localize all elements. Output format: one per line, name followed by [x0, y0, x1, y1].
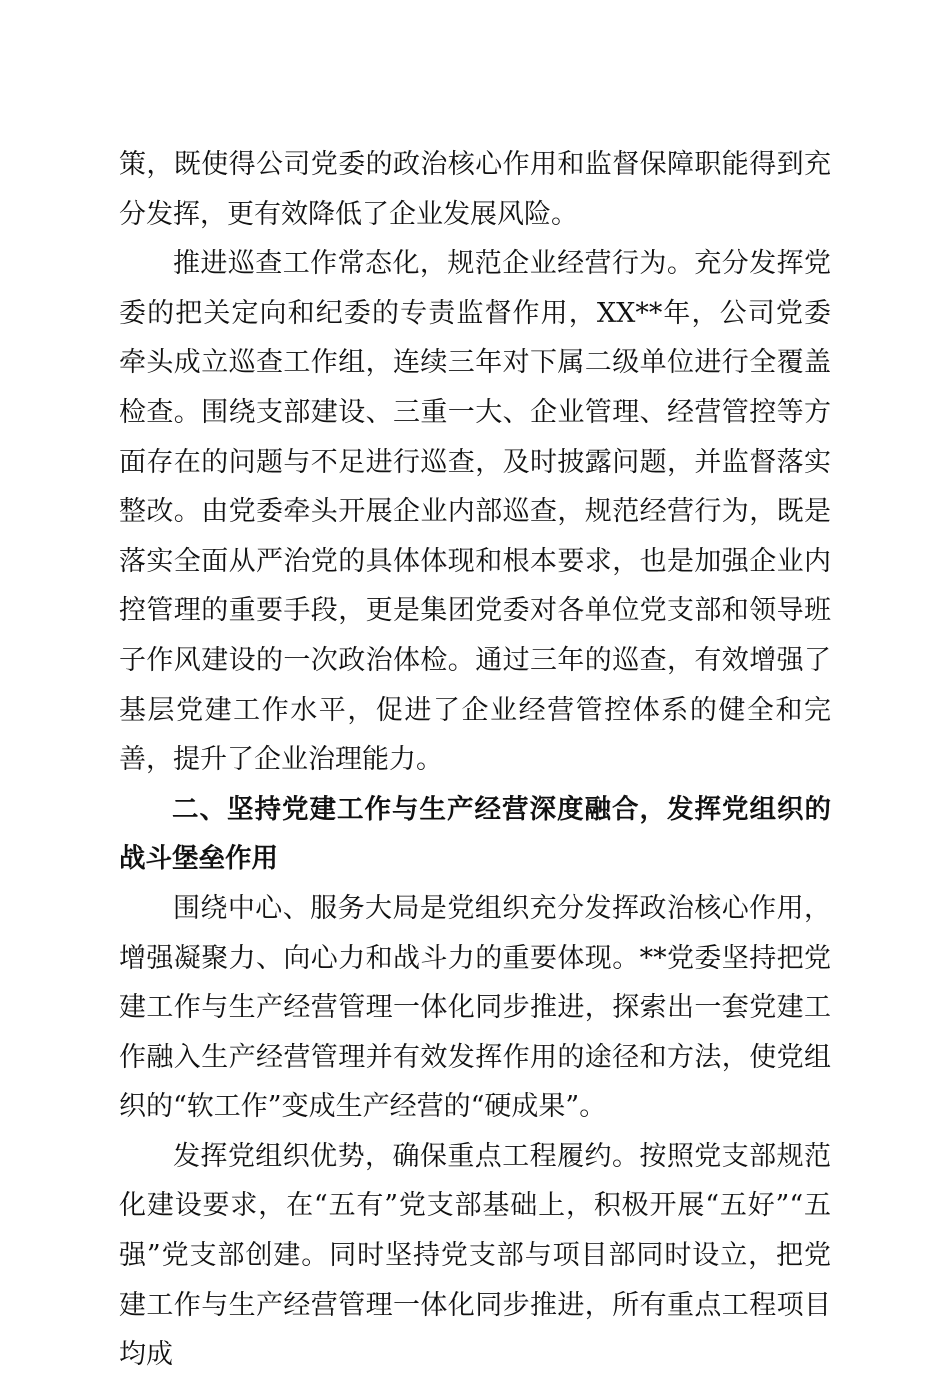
paragraph-continuation: 策，既使得公司党委的政治核心作用和监督保障职能得到充分发挥，更有效降低了企业发展风险。 — [119, 149, 831, 230]
paragraph-key-projects: 发挥党组织优势，确保重点工程履约。按照党支部规范化建设要求，在“五有”党支部基础上，积极开展“五好”“五强”党支部创建。同时坚持党支部与项目部同时设立，把党建工作与生产经营管理一体化同步推进，所有重点工程项目均成 — [119, 1140, 831, 1371]
document-body — [119, 140, 831, 1380]
paragraph-inspection-normalization: 推进巡查工作常态化，规范企业经营行为。充分发挥党委的把关定向和纪委的专责监督作用，XX**年，公司党委牵头成立巡查工作组，连续三年对下属二级单位进行全覆盖检查。围绕支部建设、三重一大、企业管理、经营管控等方面存在的问题与不足进行巡查，及时披露问题，并监督落实整改。由党委牵头开展企业内部巡查，规范经营行为，既是落实全面从严治党的具体体现和根本要求，也是加强企业内控管理的重要手段，更是集团党委对各单位党支部和领导班子作风建设的一次政治体检。通过三年的巡查，有效增强了基层党建工作水平，促进了企业经营管控体系的健全和完善，提升了企业治理能力。 — [119, 248, 831, 776]
paragraph-serve-overall: 围绕中心、服务大局是党组织充分发挥政治核心作用，增强凝聚力、向心力和战斗力的重要体现。**党委坚持把党建工作与生产经营管理一体化同步推进，探索出一套党建工作融入生产经营管理并有效发挥作用的途径和方法，使党组织的“软工作”变成生产经营的“硬成果”。 — [119, 892, 831, 1123]
section-heading-two: 二、坚持党建工作与生产经营深度融合，发挥党组织的战斗堡垒作用 — [119, 793, 831, 875]
